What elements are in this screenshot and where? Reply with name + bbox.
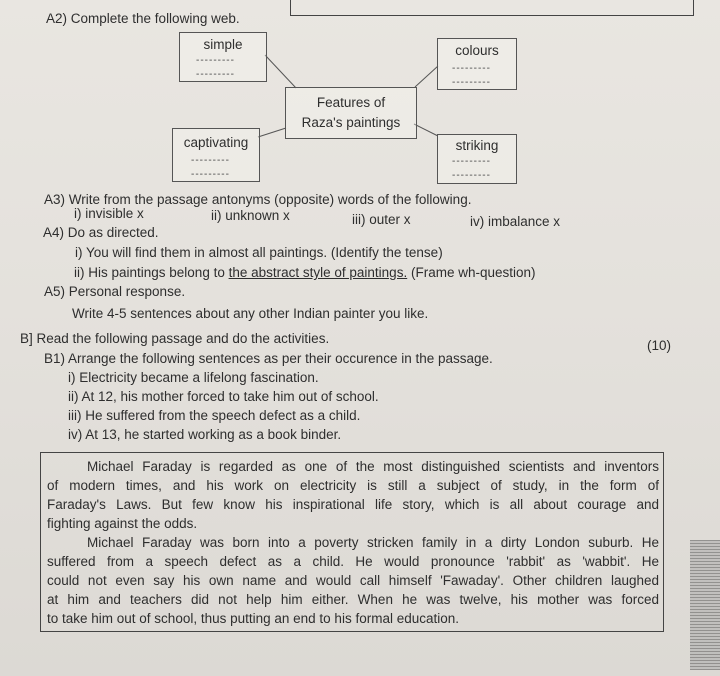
blank-line: --------- bbox=[191, 169, 230, 180]
passage-line: fighting against the odds. bbox=[47, 516, 198, 531]
blank-line: --------- bbox=[452, 77, 491, 88]
blank-line: --------- bbox=[196, 55, 235, 66]
b-marks: (10) bbox=[647, 338, 672, 353]
blank-line: --------- bbox=[191, 155, 230, 166]
a4-title: A4) Do as directed. bbox=[43, 225, 159, 240]
passage-line: Faraday's Laws. But few know his inspirational life story, which is all about courage and bbox=[47, 497, 659, 512]
a4-item-2-pre: ii) His paintings belong to bbox=[74, 265, 229, 280]
a3-item: iv) imbalance x bbox=[470, 214, 561, 229]
web-node-simple bbox=[179, 32, 267, 82]
passage-box bbox=[40, 452, 664, 632]
web-node-label: striking bbox=[455, 138, 499, 153]
b1-item: iv) At 13, he started working as a book binder. bbox=[68, 427, 342, 442]
b1-title: B1) Arrange the following sentences as per their occurence in the passage. bbox=[44, 351, 493, 366]
passage-line: Michael Faraday is regarded as one of the most distinguished scientists and inventors bbox=[87, 459, 659, 474]
b1-item: i) Electricity became a lifelong fascination. bbox=[68, 370, 319, 385]
b-title: B] Read the following passage and do the activities. bbox=[20, 331, 330, 346]
a4-item-2-underlined: the abstract style of paintings. bbox=[228, 265, 408, 280]
blank-line: --------- bbox=[452, 156, 491, 167]
a3-title: A3) Write from the passage antonyms (opposite) words of the following. bbox=[44, 192, 472, 207]
web-center-line-1: Features of bbox=[316, 95, 386, 110]
a5-title: A5) Personal response. bbox=[44, 284, 186, 299]
a2-title: A2) Complete the following web. bbox=[46, 11, 240, 26]
passage-line: at him and teachers did not help him either. When he was twelve, his mother was forced bbox=[47, 592, 659, 607]
web-node-captivating bbox=[172, 128, 260, 182]
passage-line: could not even say his own name and would call himself 'Fawaday'. Other children laughed bbox=[47, 573, 659, 588]
web-node-label: simple bbox=[203, 37, 243, 52]
passage-line: to take him out of school, thus putting an end to his formal education. bbox=[47, 611, 460, 626]
page-edge-shadow bbox=[690, 540, 720, 670]
a4-item-2-post: (Frame wh-question) bbox=[407, 265, 536, 280]
blank-line: --------- bbox=[452, 170, 491, 181]
a5-text: Write 4-5 sentences about any other Indian painter you like. bbox=[72, 306, 429, 321]
a3-item: i) invisible x bbox=[74, 206, 144, 221]
b1-item: iii) He suffered from the speech defect as a child. bbox=[68, 408, 361, 423]
passage-line: of modern times, and his work on electricity is still a subject of study, in the form of bbox=[47, 478, 659, 493]
web-node-label: colours bbox=[455, 43, 499, 58]
a4-item-2 bbox=[74, 265, 536, 280]
web-node-label: captivating bbox=[183, 135, 249, 150]
blank-line: --------- bbox=[196, 69, 235, 80]
web-node-colours bbox=[437, 38, 517, 90]
b1-item: ii) At 12, his mother forced to take him out of school. bbox=[68, 389, 379, 404]
passage-line: Michael Faraday was born into a poverty stricken family in a dirty London suburb. He bbox=[87, 535, 659, 550]
a4-item-1: i) You will find them in almost all paintings. (Identify the tense) bbox=[75, 245, 443, 260]
blank-line: --------- bbox=[452, 63, 491, 74]
web-node-striking bbox=[437, 134, 517, 184]
passage-line: suffered from a speech defect as a child. He would pronounce 'rabbit' as 'wabbit'. He bbox=[47, 554, 659, 569]
web-center-line-2: Raza's paintings bbox=[301, 115, 401, 130]
a3-item: ii) unknown x bbox=[211, 208, 290, 223]
web-center-box bbox=[285, 87, 417, 139]
a3-item: iii) outer x bbox=[352, 212, 411, 227]
